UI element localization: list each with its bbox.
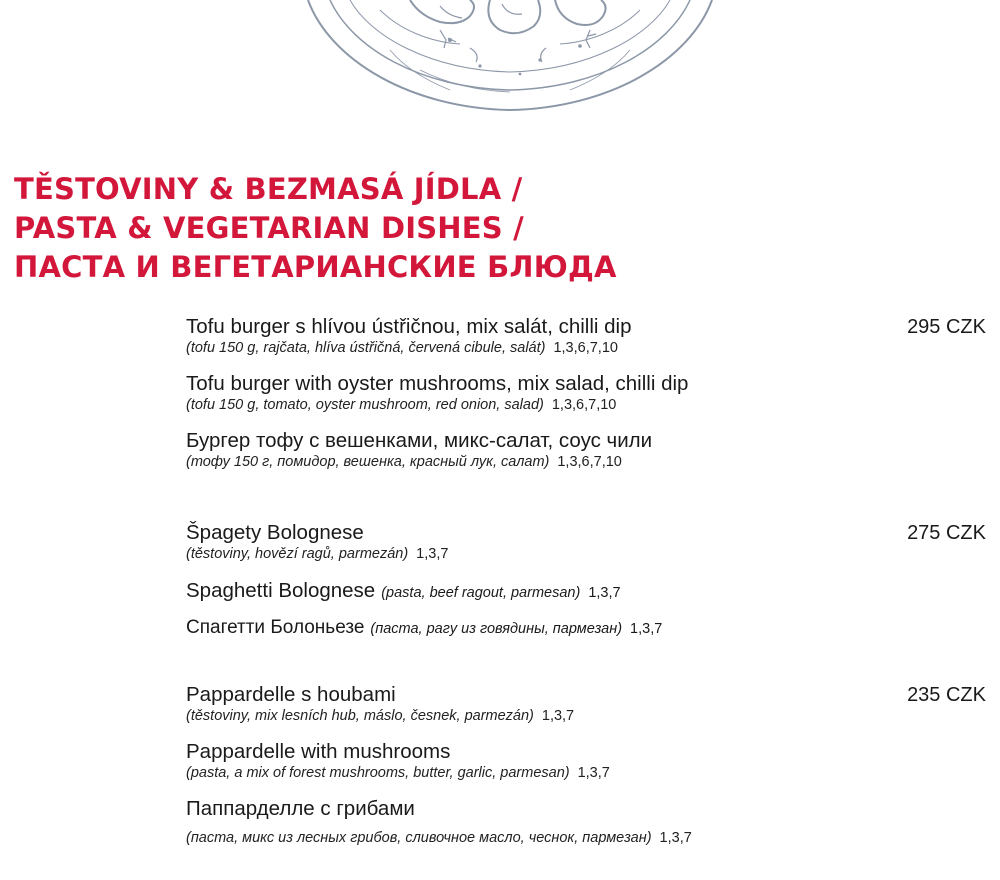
item-desc-en — [186, 396, 688, 414]
item-desc-en — [186, 764, 610, 782]
desc-text: (pasta, beef ragout, parmesan) — [381, 585, 581, 601]
desc-text: (pasta, a mix of forest mushrooms, butter, garlic, parmesan) — [186, 765, 570, 781]
item-name-ru: Паппарделле с грибами — [186, 797, 415, 820]
item-name-cz: Tofu burger s hlívou ústřičnou, mix salát, chilli dip — [186, 315, 632, 338]
item-en — [186, 740, 610, 782]
desc-text: (паста, рагу из говядины, пармезан) — [370, 621, 623, 637]
heading-line-ru: ПАСТА И ВЕГЕТАРИАНСКИЕ БЛЮДА — [14, 250, 617, 284]
allergens: 1,3,6,7,10 — [553, 340, 618, 356]
item-price: 235 CZK — [907, 684, 986, 706]
desc-text: (паста, микс из лесных грибов, сливочное масло, чеснок, пармезан) — [186, 830, 652, 846]
item-ru — [186, 429, 652, 471]
item-desc-cz — [186, 339, 632, 357]
allergens: 1,3,7 — [659, 830, 692, 846]
heading-line-en: PASTA & VEGETARIAN DISHES / — [14, 211, 524, 245]
allergens: 1,3,6,7,10 — [557, 454, 622, 470]
item-cz — [186, 315, 632, 357]
allergens: 1,3,7 — [577, 765, 610, 781]
item-name-cz: Špagety Bolognese — [186, 521, 364, 544]
item-cz — [186, 521, 448, 563]
item-name-cz: Pappardelle s houbami — [186, 683, 396, 706]
desc-text: (těstoviny, mix lesních hub, máslo, česnek, parmezán) — [186, 708, 534, 724]
item-name-ru: Бургер тофу с вешенками, микс-салат, соус чили — [186, 429, 653, 452]
desc-text: (těstoviny, hovězí ragů, parmezán) — [186, 546, 409, 562]
allergens: 1,3,7 — [416, 546, 449, 562]
item-cz — [186, 683, 574, 725]
desc-text: (тофу 150 г, помидор, вешенка, красный лук, салат) — [186, 454, 550, 470]
desc-text: (tofu 150 g, rajčata, hlíva ústřičná, červená cibule, salát) — [186, 340, 546, 356]
item-price: 275 CZK — [907, 522, 986, 544]
item-desc-ru — [186, 829, 692, 847]
allergens: 1,3,7 — [630, 621, 663, 637]
item-name-ru: Спагетти Болоньезе — [186, 617, 365, 638]
plate-illustration — [290, 0, 730, 116]
item-desc-cz — [186, 707, 574, 725]
item-ru — [186, 616, 662, 641]
allergens: 1,3,7 — [588, 585, 621, 601]
item-en — [186, 579, 621, 605]
item-desc-ru — [186, 453, 652, 471]
allergens: 1,3,6,7,10 — [551, 397, 617, 413]
item-name-en: Pappardelle with mushrooms — [186, 740, 451, 763]
item-ru — [186, 797, 692, 847]
allergens: 1,3,7 — [541, 708, 575, 724]
item-price: 295 CZK — [907, 316, 986, 338]
item-en — [186, 372, 688, 414]
heading-line-cz: TĚSTOVINY & BEZMASÁ JÍDLA / — [14, 172, 523, 206]
desc-text: (tofu 150 g, tomato, oyster mushroom, red onion, salad) — [186, 397, 544, 413]
section-heading — [14, 170, 617, 287]
item-name-en: Spaghetti Bolognese — [186, 579, 376, 602]
item-desc-cz — [186, 545, 448, 563]
item-name-en: Tofu burger with oyster mushrooms, mix salad, chilli dip — [186, 372, 689, 395]
